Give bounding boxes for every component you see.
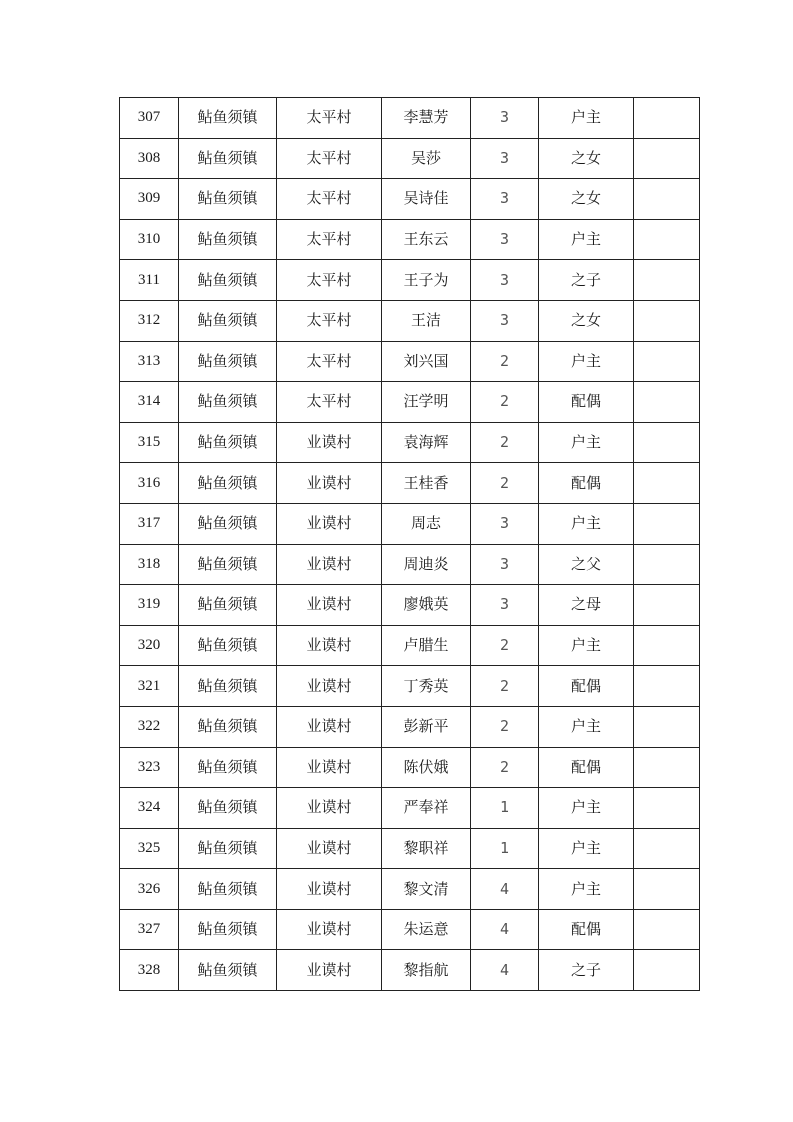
person-name-cell: 王东云	[382, 219, 471, 260]
village-cell: 业谟村	[277, 422, 382, 463]
household-size-cell: 2	[471, 706, 539, 747]
note-cell	[634, 98, 700, 139]
note-cell	[634, 747, 700, 788]
village-cell: 业谟村	[277, 909, 382, 950]
row-number-cell: 310	[120, 219, 179, 260]
note-cell	[634, 138, 700, 179]
household-size-cell: 3	[471, 300, 539, 341]
table-row	[120, 869, 700, 910]
town-cell: 鲇鱼须镇	[179, 747, 277, 788]
note-cell	[634, 585, 700, 626]
person-name-cell: 吴莎	[382, 138, 471, 179]
village-cell: 业谟村	[277, 747, 382, 788]
household-size-cell: 2	[471, 625, 539, 666]
town-cell: 鲇鱼须镇	[179, 869, 277, 910]
row-number-cell: 319	[120, 585, 179, 626]
table-row	[120, 747, 700, 788]
household-size-cell: 1	[471, 788, 539, 829]
table-row	[120, 909, 700, 950]
household-size-cell: 3	[471, 219, 539, 260]
person-name-cell: 丁秀英	[382, 666, 471, 707]
table-row	[120, 828, 700, 869]
village-cell: 太平村	[277, 179, 382, 220]
household-size-cell: 2	[471, 341, 539, 382]
person-name-cell: 汪学明	[382, 382, 471, 423]
person-name-cell: 朱运意	[382, 909, 471, 950]
note-cell	[634, 260, 700, 301]
relation-cell: 户主	[539, 341, 634, 382]
row-number-cell: 312	[120, 300, 179, 341]
person-name-cell: 陈伏娥	[382, 747, 471, 788]
relation-cell: 之子	[539, 950, 634, 991]
note-cell	[634, 503, 700, 544]
person-name-cell: 吴诗佳	[382, 179, 471, 220]
village-cell: 业谟村	[277, 706, 382, 747]
table-row	[120, 341, 700, 382]
person-name-cell: 袁海辉	[382, 422, 471, 463]
relation-cell: 之子	[539, 260, 634, 301]
village-cell: 太平村	[277, 219, 382, 260]
town-cell: 鲇鱼须镇	[179, 382, 277, 423]
row-number-cell: 324	[120, 788, 179, 829]
person-name-cell: 王子为	[382, 260, 471, 301]
row-number-cell: 325	[120, 828, 179, 869]
relation-cell: 户主	[539, 219, 634, 260]
person-name-cell: 彭新平	[382, 706, 471, 747]
town-cell: 鲇鱼须镇	[179, 544, 277, 585]
table-row	[120, 300, 700, 341]
person-name-cell: 周志	[382, 503, 471, 544]
town-cell: 鲇鱼须镇	[179, 179, 277, 220]
note-cell	[634, 463, 700, 504]
village-cell: 太平村	[277, 98, 382, 139]
household-size-cell: 2	[471, 463, 539, 504]
table-row	[120, 382, 700, 423]
village-cell: 业谟村	[277, 950, 382, 991]
village-cell: 业谟村	[277, 666, 382, 707]
town-cell: 鲇鱼须镇	[179, 98, 277, 139]
row-number-cell: 311	[120, 260, 179, 301]
relation-cell: 配偶	[539, 666, 634, 707]
town-cell: 鲇鱼须镇	[179, 909, 277, 950]
household-size-cell: 4	[471, 950, 539, 991]
table-row	[120, 219, 700, 260]
row-number-cell: 323	[120, 747, 179, 788]
village-cell: 太平村	[277, 260, 382, 301]
town-cell: 鲇鱼须镇	[179, 219, 277, 260]
relation-cell: 户主	[539, 503, 634, 544]
town-cell: 鲇鱼须镇	[179, 138, 277, 179]
household-size-cell: 3	[471, 98, 539, 139]
note-cell	[634, 300, 700, 341]
town-cell: 鲇鱼须镇	[179, 666, 277, 707]
note-cell	[634, 422, 700, 463]
relation-cell: 之父	[539, 544, 634, 585]
town-cell: 鲇鱼须镇	[179, 585, 277, 626]
household-size-cell: 3	[471, 179, 539, 220]
note-cell	[634, 179, 700, 220]
village-cell: 业谟村	[277, 788, 382, 829]
person-name-cell: 黎指航	[382, 950, 471, 991]
person-name-cell: 周迪炎	[382, 544, 471, 585]
table-row	[120, 666, 700, 707]
person-name-cell: 刘兴国	[382, 341, 471, 382]
person-name-cell: 严奉祥	[382, 788, 471, 829]
row-number-cell: 320	[120, 625, 179, 666]
table-row	[120, 138, 700, 179]
relation-cell: 配偶	[539, 909, 634, 950]
person-name-cell: 廖娥英	[382, 585, 471, 626]
note-cell	[634, 909, 700, 950]
row-number-cell: 328	[120, 950, 179, 991]
village-cell: 业谟村	[277, 585, 382, 626]
town-cell: 鲇鱼须镇	[179, 950, 277, 991]
table-row	[120, 260, 700, 301]
person-name-cell: 王洁	[382, 300, 471, 341]
relation-cell: 之女	[539, 138, 634, 179]
row-number-cell: 309	[120, 179, 179, 220]
row-number-cell: 314	[120, 382, 179, 423]
village-cell: 业谟村	[277, 625, 382, 666]
table-row	[120, 950, 700, 991]
town-cell: 鲇鱼须镇	[179, 341, 277, 382]
relation-cell: 配偶	[539, 382, 634, 423]
note-cell	[634, 544, 700, 585]
relation-cell: 户主	[539, 706, 634, 747]
relation-cell: 之女	[539, 300, 634, 341]
relation-cell: 户主	[539, 98, 634, 139]
relation-cell: 户主	[539, 828, 634, 869]
person-name-cell: 黎职祥	[382, 828, 471, 869]
village-cell: 业谟村	[277, 503, 382, 544]
village-cell: 业谟村	[277, 828, 382, 869]
row-number-cell: 307	[120, 98, 179, 139]
table-row	[120, 706, 700, 747]
person-name-cell: 王桂香	[382, 463, 471, 504]
household-size-cell: 3	[471, 585, 539, 626]
table-row	[120, 625, 700, 666]
village-cell: 太平村	[277, 341, 382, 382]
village-cell: 太平村	[277, 300, 382, 341]
table-row	[120, 422, 700, 463]
relation-cell: 之母	[539, 585, 634, 626]
row-number-cell: 313	[120, 341, 179, 382]
town-cell: 鲇鱼须镇	[179, 422, 277, 463]
row-number-cell: 315	[120, 422, 179, 463]
village-cell: 业谟村	[277, 463, 382, 504]
town-cell: 鲇鱼须镇	[179, 828, 277, 869]
relation-cell: 配偶	[539, 463, 634, 504]
town-cell: 鲇鱼须镇	[179, 625, 277, 666]
town-cell: 鲇鱼须镇	[179, 706, 277, 747]
person-name-cell: 李慧芳	[382, 98, 471, 139]
household-size-cell: 3	[471, 260, 539, 301]
household-size-cell: 2	[471, 382, 539, 423]
table-row	[120, 788, 700, 829]
relation-cell: 配偶	[539, 747, 634, 788]
note-cell	[634, 341, 700, 382]
table-row	[120, 179, 700, 220]
table-row	[120, 585, 700, 626]
household-size-cell: 4	[471, 909, 539, 950]
table-row	[120, 503, 700, 544]
town-cell: 鲇鱼须镇	[179, 260, 277, 301]
note-cell	[634, 625, 700, 666]
row-number-cell: 308	[120, 138, 179, 179]
household-size-cell: 2	[471, 422, 539, 463]
relation-cell: 户主	[539, 788, 634, 829]
relation-cell: 户主	[539, 625, 634, 666]
household-roster-table	[119, 97, 700, 991]
village-cell: 太平村	[277, 382, 382, 423]
roster-body	[120, 98, 700, 991]
household-size-cell: 2	[471, 747, 539, 788]
town-cell: 鲇鱼须镇	[179, 788, 277, 829]
town-cell: 鲇鱼须镇	[179, 503, 277, 544]
relation-cell: 户主	[539, 422, 634, 463]
note-cell	[634, 950, 700, 991]
table-row	[120, 98, 700, 139]
household-size-cell: 2	[471, 666, 539, 707]
note-cell	[634, 869, 700, 910]
household-size-cell: 3	[471, 503, 539, 544]
row-number-cell: 322	[120, 706, 179, 747]
household-size-cell: 1	[471, 828, 539, 869]
note-cell	[634, 706, 700, 747]
household-size-cell: 3	[471, 544, 539, 585]
person-name-cell: 黎文清	[382, 869, 471, 910]
note-cell	[634, 382, 700, 423]
town-cell: 鲇鱼须镇	[179, 463, 277, 504]
note-cell	[634, 828, 700, 869]
town-cell: 鲇鱼须镇	[179, 300, 277, 341]
relation-cell: 户主	[539, 869, 634, 910]
row-number-cell: 316	[120, 463, 179, 504]
person-name-cell: 卢腊生	[382, 625, 471, 666]
note-cell	[634, 788, 700, 829]
row-number-cell: 317	[120, 503, 179, 544]
village-cell: 太平村	[277, 138, 382, 179]
relation-cell: 之女	[539, 179, 634, 220]
row-number-cell: 326	[120, 869, 179, 910]
village-cell: 业谟村	[277, 869, 382, 910]
household-size-cell: 4	[471, 869, 539, 910]
table-row	[120, 544, 700, 585]
row-number-cell: 318	[120, 544, 179, 585]
row-number-cell: 321	[120, 666, 179, 707]
row-number-cell: 327	[120, 909, 179, 950]
household-size-cell: 3	[471, 138, 539, 179]
village-cell: 业谟村	[277, 544, 382, 585]
note-cell	[634, 219, 700, 260]
table-row	[120, 463, 700, 504]
note-cell	[634, 666, 700, 707]
